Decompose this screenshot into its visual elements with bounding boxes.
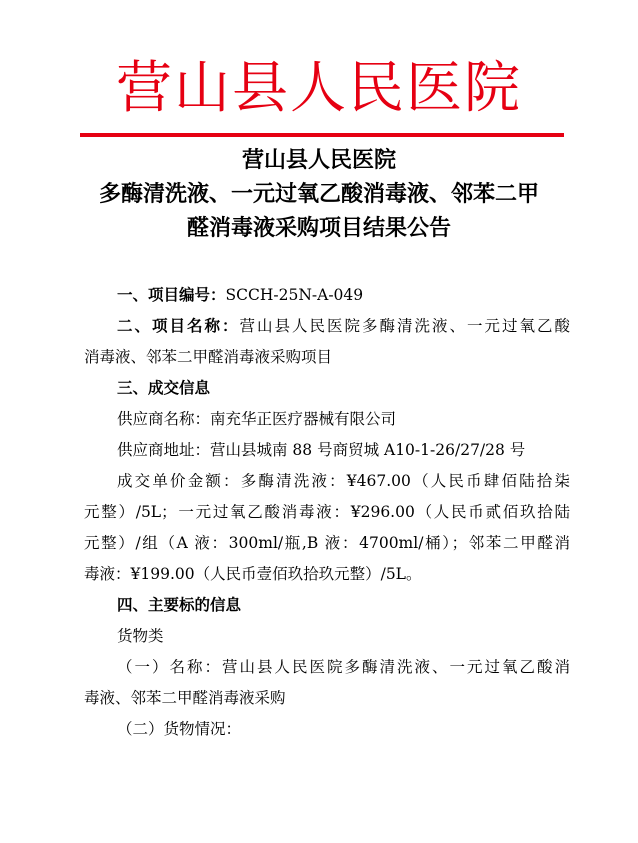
notice-title-line-3: 醛消毒液采购项目结果公告 xyxy=(186,216,451,241)
supplier-address: 供应商地址：营山县城南 88 号商贸城 A10-1-26/27/28 号 xyxy=(117,441,526,459)
item-2-goods-status: （二）货物情况： xyxy=(117,720,242,738)
price-line-3: 元整）/组（A 液：300ml/瓶,B 液：4700ml/桶）；邻苯二甲醛消 xyxy=(84,534,570,552)
notice-title-line-2: 多酶清洗液、一元过氧乙酸消毒液、邻苯二甲 xyxy=(98,182,539,207)
notice-title-line-1: 营山县人民医院 xyxy=(241,148,396,173)
masthead-title: 营山县人民医院 xyxy=(116,56,522,121)
supplier-name: 供应商名称：南充华正医疗器械有限公司 xyxy=(117,410,397,428)
project-number-value: SCCH-25N-A-049 xyxy=(225,286,364,304)
project-name-value: 营山县人民医院多酶清洗液、一元过氧乙酸 xyxy=(239,317,570,335)
price-line-4: 毒液：¥199.00（人民币壹佰玖拾玖元整）/5L。 xyxy=(84,565,422,583)
price-line-2: 元整）/5L；一元过氧乙酸消毒液：¥296.00（人民币贰佰玖拾陆 xyxy=(84,503,570,521)
project-number xyxy=(117,283,570,307)
goods-category: 货物类 xyxy=(117,627,164,645)
item-1-name: （一）名称：营山县人民医院多酶清洗液、一元过氧乙酸消 xyxy=(117,658,570,676)
project-name-continued: 消毒液、邻苯二甲醛消毒液采购项目 xyxy=(84,348,333,366)
project-name-label: 二、项目名称： xyxy=(117,317,240,335)
section-deal-info-heading: 三、成交信息 xyxy=(117,379,211,397)
item-1-name-continued: 毒液、邻苯二甲醛消毒液采购 xyxy=(84,689,286,707)
project-name xyxy=(117,314,570,338)
section-main-items-heading: 四、主要标的信息 xyxy=(117,596,242,614)
project-number-label: 一、项目编号： xyxy=(117,286,226,304)
masthead-divider xyxy=(80,133,564,137)
price-line-1: 成交单价金额：多酶清洗液：¥467.00（人民币肆佰陆拾柒 xyxy=(117,472,570,490)
